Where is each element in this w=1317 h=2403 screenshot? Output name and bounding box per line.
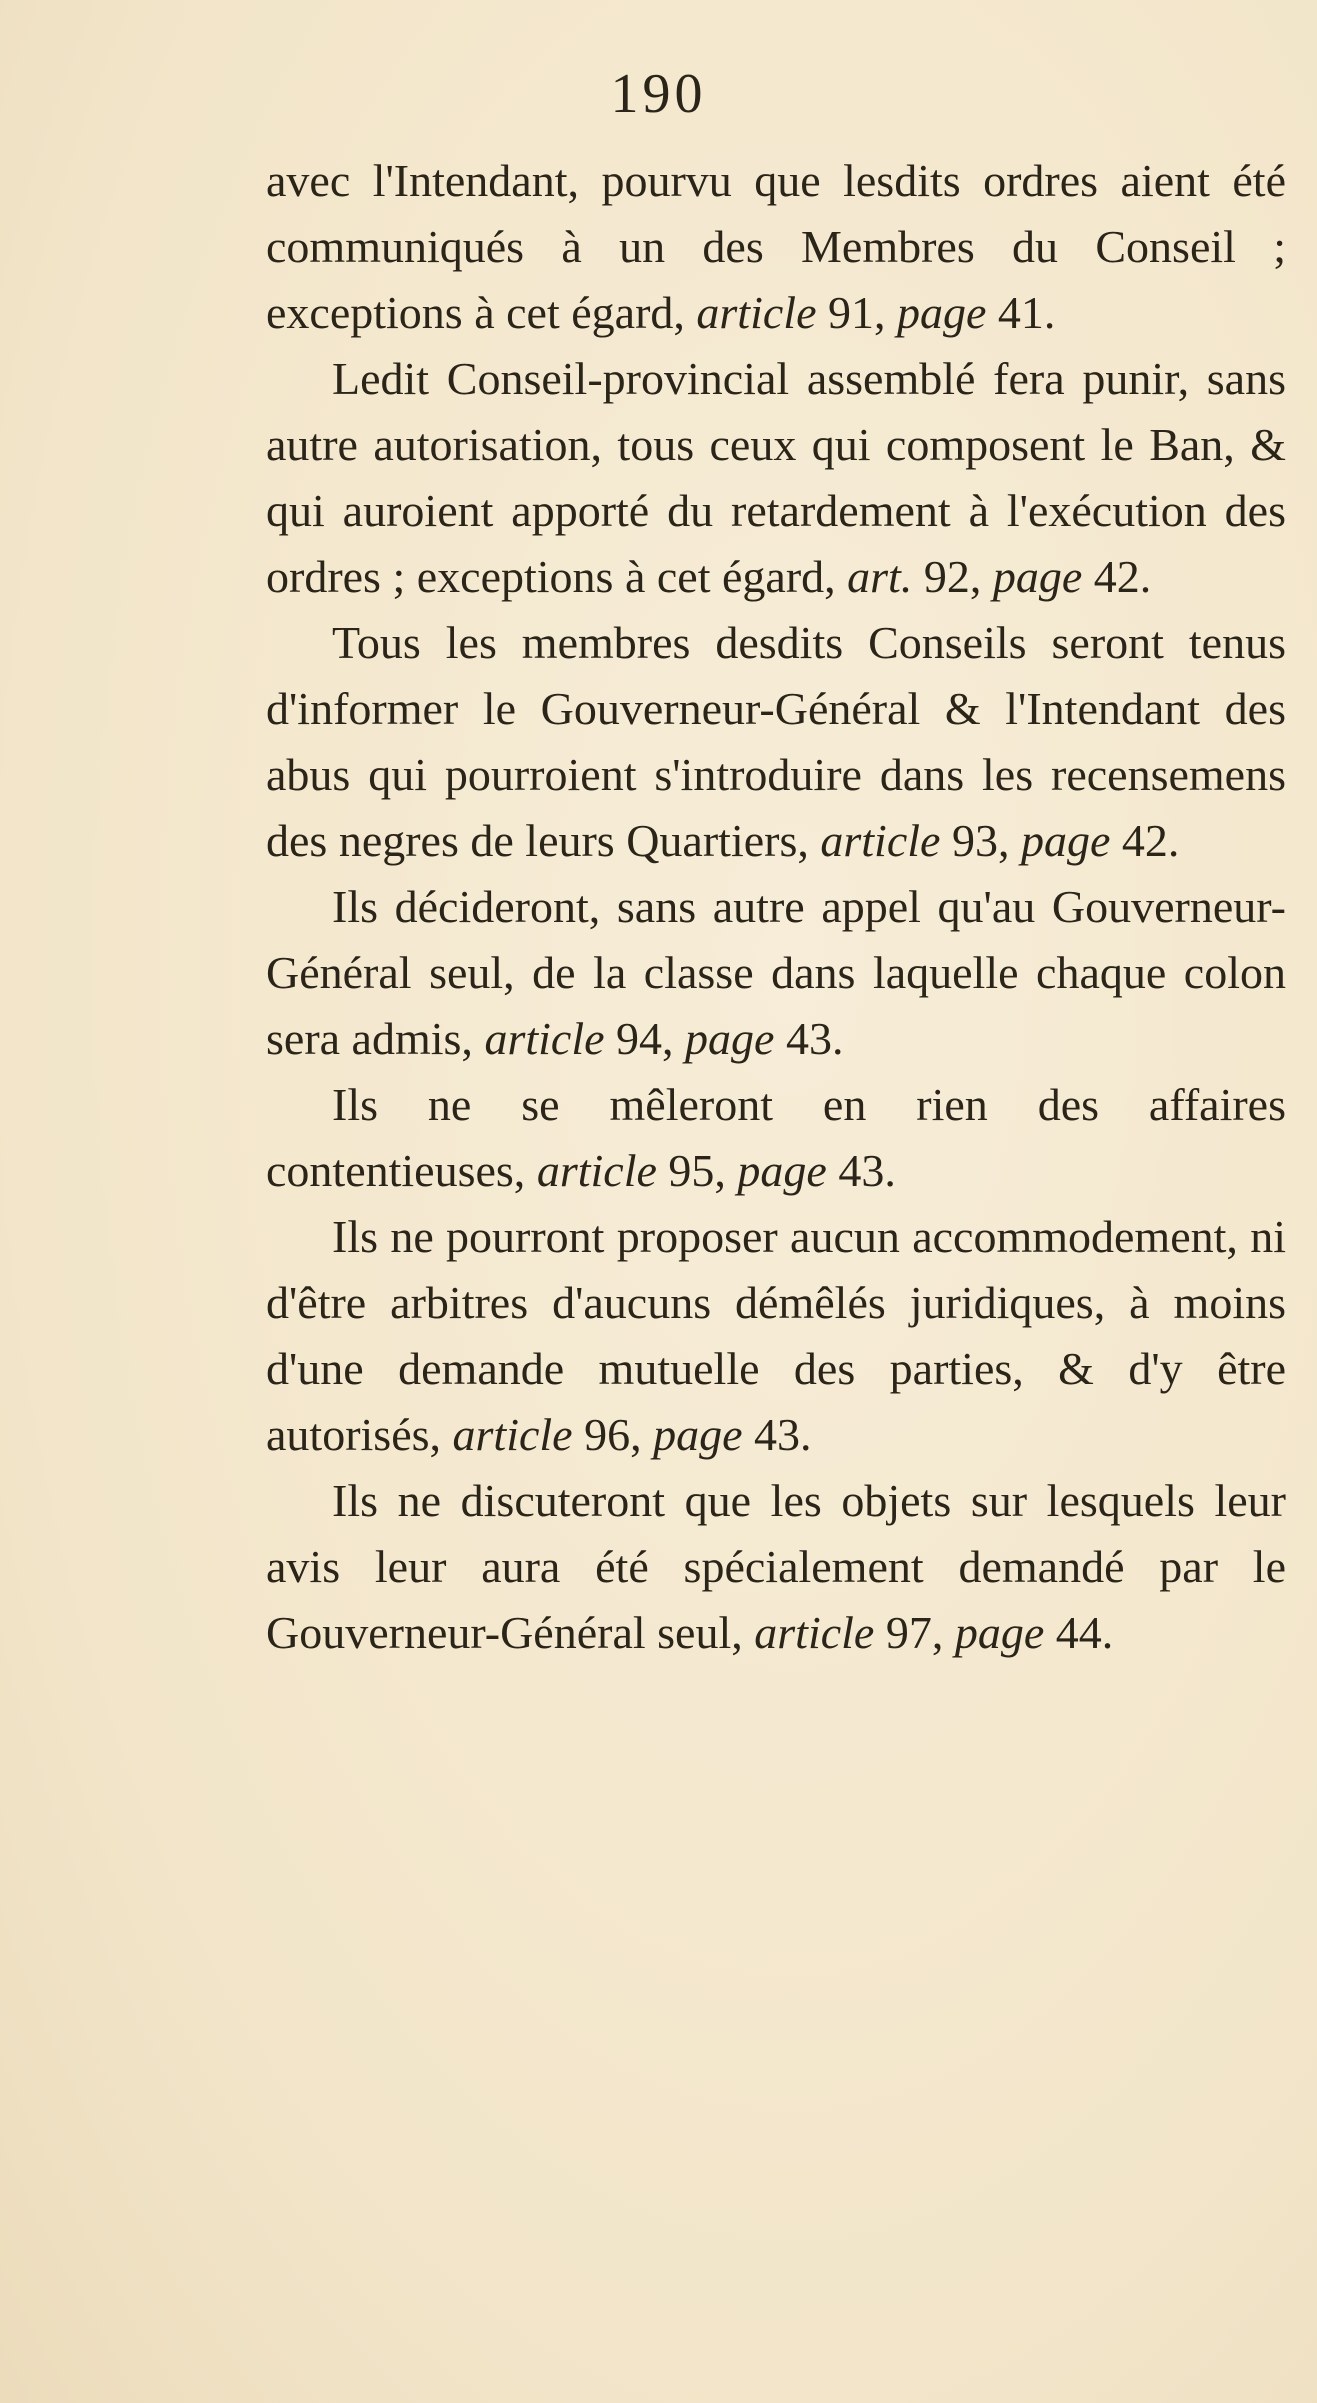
article-label: article — [820, 815, 941, 866]
paragraph-text: Ils ne se mêleront en rien des affaires contentieuses, — [266, 1079, 1286, 1196]
article-number: 95, — [668, 1145, 726, 1196]
paragraph-5 — [266, 1072, 1286, 1204]
paragraph-2 — [266, 346, 1286, 610]
page-label: page — [1020, 815, 1111, 866]
page-reference: 44. — [1055, 1607, 1114, 1658]
paragraph-4 — [266, 874, 1286, 1072]
article-label: art. — [847, 551, 913, 602]
article-number: 97, — [885, 1607, 944, 1658]
paragraph-1: avec l'Intendant, pourvu que lesdits ordres aient été communiqués à un des Membres du Conseil ; exceptions à cet égard, article 91, page 41. — [266, 155, 1286, 338]
article-number: 91 — [827, 287, 874, 338]
page-reference: 43. — [838, 1145, 896, 1196]
page-label: page — [992, 551, 1083, 602]
paragraph-text: Tous les membres desdits Conseils seront tenus d'informer le Gouverneur-Général & l'Intendant des abus qui pourroient s'introduire dans les recensemens des negres de leurs Quartiers, — [266, 617, 1286, 866]
paragraph-text: Ils décideront, sans autre appel qu'au Gouverneur-Général seul, de la classe dans laquelle chaque colon sera admis, — [266, 881, 1286, 1064]
article-number: 93, — [951, 815, 1010, 866]
paragraph-3 — [266, 610, 1286, 874]
article-label: article — [754, 1607, 875, 1658]
page-reference: 42. — [1093, 551, 1152, 602]
page-reference: 42. — [1121, 815, 1180, 866]
article-label: article — [484, 1013, 605, 1064]
page-label: page — [685, 1013, 775, 1064]
paragraph-text: Ledit Conseil-provincial assemblé fera punir, sans autre autorisation, tous ceux qui composent le Ban, & qui auroient apporté du retardement à l'exécution des ordres ; exceptions à cet égard, — [266, 353, 1286, 602]
page-label: page — [896, 287, 987, 338]
page-reference: 43. — [754, 1409, 812, 1460]
article-number: 92, — [923, 551, 982, 602]
article-label: article — [536, 1145, 657, 1196]
paragraph-7 — [266, 1468, 1286, 1666]
paragraph-text: Ils ne pourront proposer aucun accommodement, ni d'être arbitres d'aucuns démêlés juridiques, à moins d'une demande mutuelle des parties, & d'y être autorisés, — [266, 1211, 1286, 1460]
article-number: 96, — [584, 1409, 642, 1460]
paragraph-text: Ils ne discuteront que les objets sur lesquels leur avis leur aura été spécialement demandé par le Gouverneur-Général seul, — [266, 1475, 1286, 1658]
page-body — [266, 148, 1286, 1666]
article-label: article — [696, 287, 817, 338]
page-number: 190 — [610, 63, 707, 125]
article-number: 94, — [616, 1013, 674, 1064]
article-label: article — [452, 1409, 573, 1460]
paragraph-6 — [266, 1204, 1286, 1468]
paragraph-text: avec l'Intendant, pourvu que lesdits ordres aient été communiqués à un des Membres du Conseil ; exceptions à cet égard, — [266, 155, 1286, 338]
page-label: page — [737, 1145, 827, 1196]
page-reference: 43. — [785, 1013, 844, 1064]
page-reference: 41. — [997, 287, 1056, 338]
page-label: page — [954, 1607, 1045, 1658]
page-label: page — [653, 1409, 743, 1460]
